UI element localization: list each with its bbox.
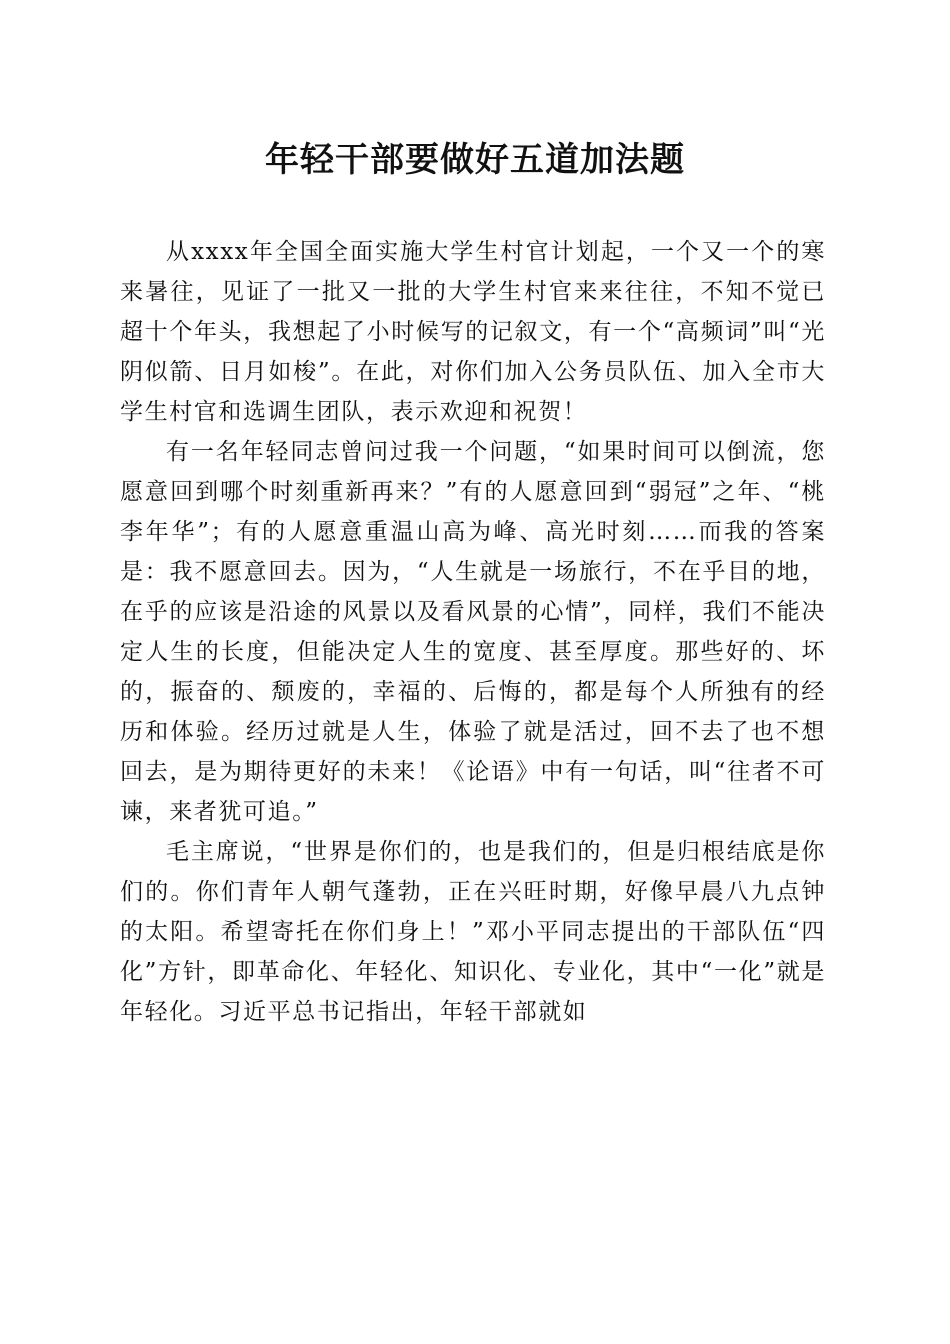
document-body — [120, 232, 826, 1032]
document-title: 年轻干部要做好五道加法题 — [265, 140, 685, 180]
paragraph-2: 有一名年轻同志曾问过我一个问题，“如果时间可以倒流，您愿意回到哪个时刻重新再来？”有的人愿意回到“弱冠”之年、“桃李年华”；有的人愿意重温山高为峰、高光时刻……而我的答案是：我不愿意回去。因为，“人生就是一场旅行，不在乎目的地，在乎的应该是沿途的风景以及看风景的心情”，同样，我们不能决定人生的长度，但能决定人生的宽度、甚至厚度。那些好的、坏的，振奋的、颓废的，幸福的、后悔的，都是每个人所独有的经历和体验。经历过就是人生，体验了就是活过，回不去了也不想回去，是为期待更好的未来！《论语》中有一句话，叫“往者不可谏，来者犹可追。” — [120, 439, 826, 825]
paragraph-3: 毛主席说，“世界是你们的，也是我们的，但是归根结底是你们的。你们青年人朝气蓬勃，正在兴旺时期，好像早晨八九点钟的太阳。希望寄托在你们身上！”邓小平同志提出的干部队伍“四化”方针，即革命化、年轻化、知识化、专业化，其中“一化”就是年轻化。习近平总书记指出，年轻干部就如 — [120, 839, 826, 1025]
paragraph-1: 从xxxx年全国全面实施大学生村官计划起，一个又一个的寒来暑往，见证了一批又一批的大学生村官来来往往，不知不觉已超十个年头，我想起了小时候写的记叙文，有一个“高频词”叫“光阴似箭、日月如梭”。在此，对你们加入公务员队伍、加入全市大学生村官和选调生团队，表示欢迎和祝贺！ — [120, 239, 826, 425]
